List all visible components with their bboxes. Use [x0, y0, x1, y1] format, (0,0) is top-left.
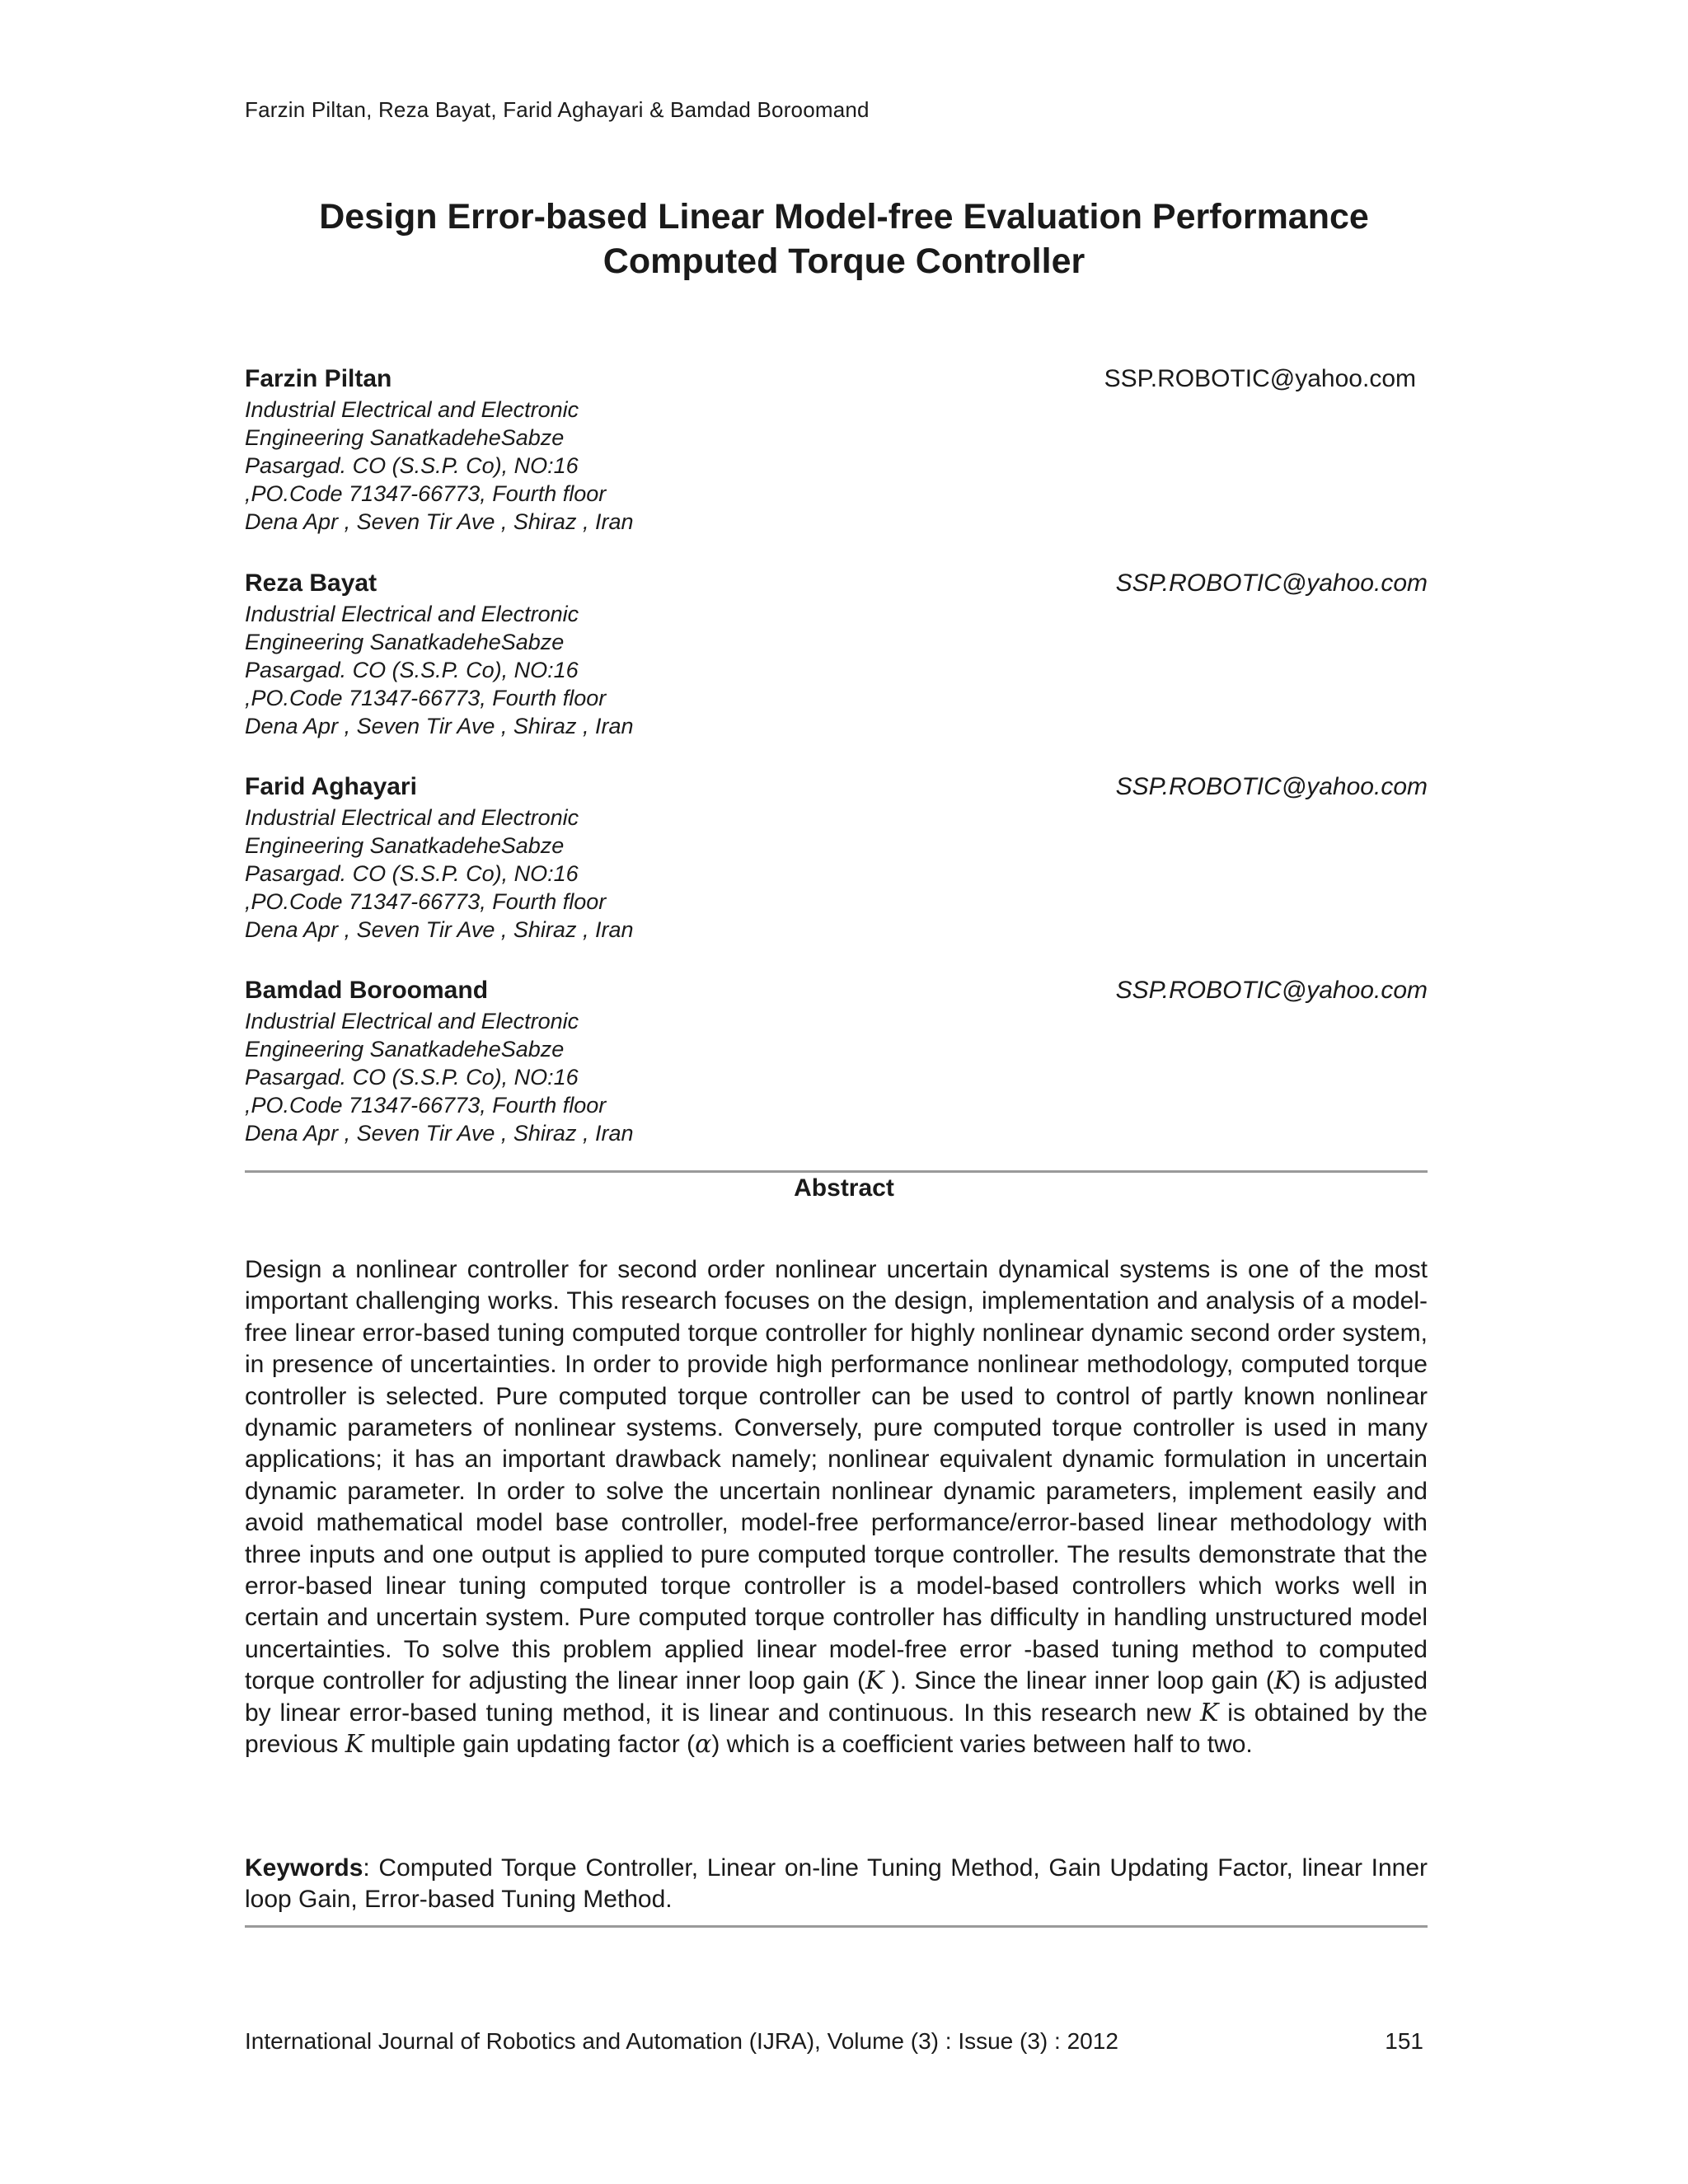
author-affiliation-line: Dena Apr , Seven Tir Ave , Shiraz , Iran — [245, 714, 634, 738]
abstract-text: ). Since the linear inner loop gain ( — [884, 1667, 1274, 1695]
running-head: Farzin Piltan, Reza Bayat, Farid Aghayari & Bamdad Boroomand — [245, 97, 870, 122]
author-email[interactable]: SSP.ROBOTIC@yahoo.com — [1115, 773, 1428, 800]
author-name: Farid Aghayari — [245, 773, 417, 800]
author-affiliation-line: Engineering SanatkadeheSabze — [245, 1037, 565, 1062]
abstract-text: is obtained by the previous — [245, 1699, 1428, 1759]
author-email[interactable]: SSP.ROBOTIC@yahoo.com — [1115, 569, 1428, 597]
paper-title — [0, 194, 1688, 284]
author-affiliation-line: ,PO.Code 71347-66773, Fourth floor — [245, 481, 607, 506]
author-affiliation-line: Dena Apr , Seven Tir Ave , Shiraz , Iran — [245, 509, 634, 534]
abstract-text: Design a nonlinear controller for second order nonlinear uncertain dynamical systems is one of the most important challenging works. This research focuses on the design, implementation and analysis of a model-free linear error-based tuning computed torque controller for highly nonlinear dynamic second order system, in presence of uncertainties. In order to provide high performance nonlinear methodology, computed torque controller is selected. Pure computed torque controller can be used to control of partly known nonlinear dynamic parameters of nonlinear systems. Conversely, pure computed torque controller is used in many applications; it has an important drawback namely; nonlinear equivalent dynamic formulation in uncertain dynamic parameter. In order to solve the uncertain nonlinear dynamic parameters, implement easily and avoid mathematical model base controller, model-free performance/error-based linear methodology with three inputs and one output is applied to pure computed torque controller. The results demonstrate that the error-based linear tuning computed torque controller is a model-based controllers which works well in certain and uncertain system. Pure computed torque controller has difficulty in handling unstructured model uncertainties. To solve this problem applied linear model-free error -based tuning method to computed torque controller for adjusting the linear inner loop gain ( — [245, 1256, 1428, 1695]
abstract-text: multiple gain updating factor ( — [363, 1731, 696, 1759]
author-affiliation-line: Industrial Electrical and Electronic — [245, 1009, 579, 1033]
page-number: 151 — [1385, 2028, 1423, 2054]
author-name: Farzin Piltan — [245, 365, 392, 392]
author-affiliation-line: Industrial Electrical and Electronic — [245, 602, 579, 626]
author-affiliation-line: ,PO.Code 71347-66773, Fourth floor — [245, 1093, 607, 1118]
abstract-heading: Abstract — [794, 1174, 894, 1202]
author-affiliation-line: Dena Apr , Seven Tir Ave , Shiraz , Iran — [245, 917, 634, 942]
k-symbol: K — [865, 1666, 884, 1696]
author-email[interactable]: SSP.ROBOTIC@yahoo.com — [1104, 365, 1416, 392]
author-email[interactable]: SSP.ROBOTIC@yahoo.com — [1115, 977, 1428, 1004]
k-symbol: K — [345, 1730, 364, 1760]
keywords-text: : Computed Torque Controller, Linear on-line Tuning Method, Gain Updating Factor, linear Inner loop Gain, Error-based Tuning Method. — [245, 1854, 1428, 1914]
author-affiliation-line: Pasargad. CO (S.S.P. Co), NO:16 — [245, 861, 579, 886]
alpha-symbol: α — [695, 1730, 712, 1760]
title-line-2: Computed Torque Controller — [603, 241, 1085, 281]
author-affiliation-line: Industrial Electrical and Electronic — [245, 397, 579, 422]
author-name: Bamdad Boroomand — [245, 977, 489, 1004]
k-symbol: K — [1200, 1698, 1219, 1727]
author-block-3 — [245, 771, 1428, 944]
bottom-divider — [245, 1925, 1428, 1928]
author-affiliation-line: Pasargad. CO (S.S.P. Co), NO:16 — [245, 453, 579, 478]
journal-citation: International Journal of Robotics and Automation (IJRA), Volume (3) : Issue (3) : 2012 — [245, 2028, 1118, 2054]
abstract-text: ) which is a coefficient varies between half to two. — [711, 1731, 1253, 1759]
author-affiliation-line: Industrial Electrical and Electronic — [245, 805, 579, 830]
author-block-2 — [245, 567, 1428, 740]
abstract-body — [245, 1254, 1428, 1761]
abstract-text: ) is adjusted by linear error-based tuning method, it is linear and continuous. In this research new — [245, 1667, 1428, 1727]
page-footer — [245, 2028, 1423, 2055]
k-symbol: K — [1273, 1666, 1293, 1696]
title-line-1: Design Error-based Linear Model-free Evaluation Performance — [319, 197, 1369, 237]
author-block-1 — [245, 363, 1428, 536]
author-affiliation-line: Pasargad. CO (S.S.P. Co), NO:16 — [245, 1065, 579, 1090]
author-affiliation-line: ,PO.Code 71347-66773, Fourth floor — [245, 889, 607, 914]
author-affiliation-line: ,PO.Code 71347-66773, Fourth floor — [245, 686, 607, 710]
author-block-4 — [245, 974, 1428, 1147]
keywords — [245, 1853, 1428, 1916]
author-affiliation-line: Engineering SanatkadeheSabze — [245, 425, 565, 450]
author-affiliation-line: Pasargad. CO (S.S.P. Co), NO:16 — [245, 658, 579, 682]
author-affiliation-line: Dena Apr , Seven Tir Ave , Shiraz , Iran — [245, 1121, 634, 1146]
author-affiliation-line: Engineering SanatkadeheSabze — [245, 630, 565, 654]
author-affiliation-line: Engineering SanatkadeheSabze — [245, 833, 565, 858]
top-divider — [245, 1170, 1428, 1173]
keywords-label: Keywords — [245, 1854, 363, 1882]
author-name: Reza Bayat — [245, 569, 377, 597]
